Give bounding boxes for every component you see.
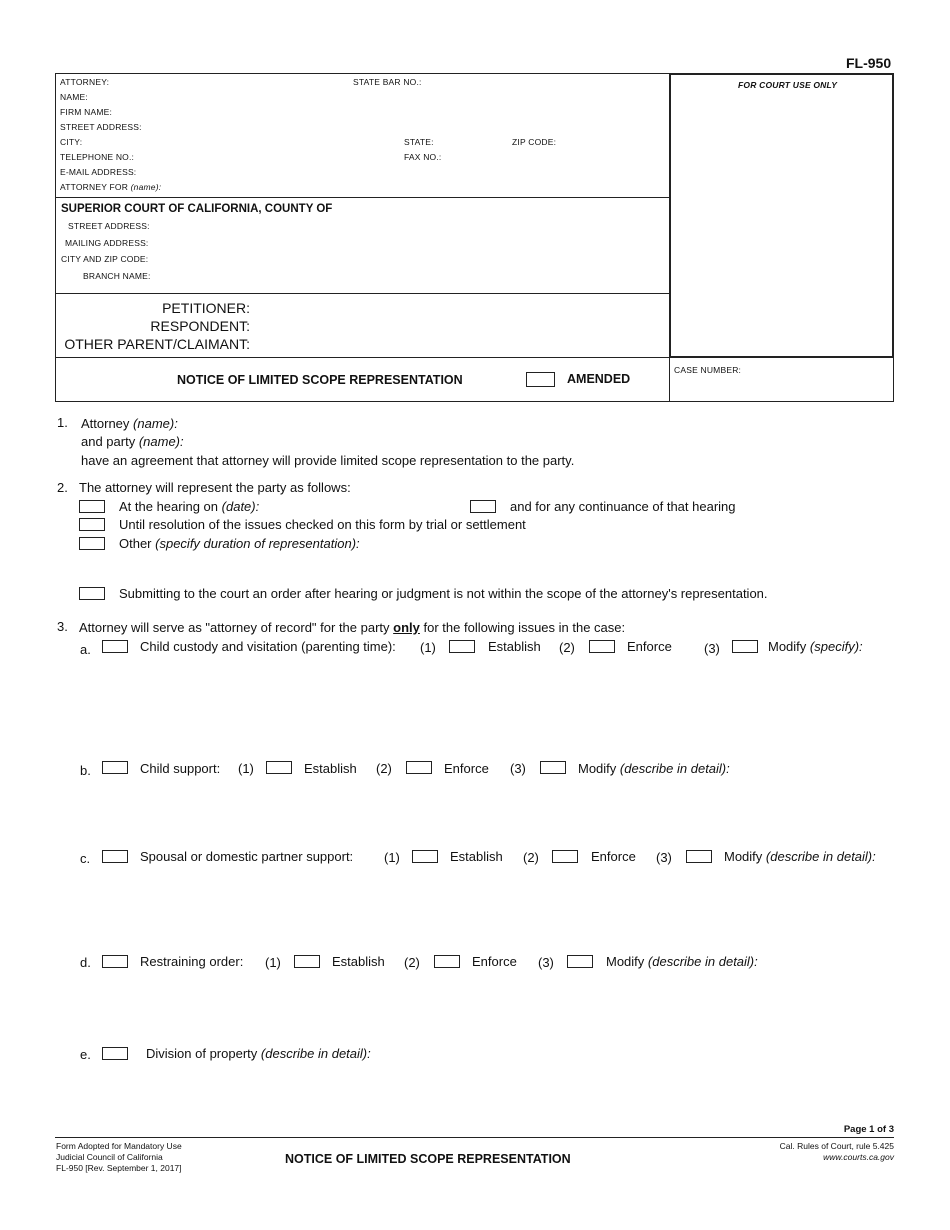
attorney-label: ATTORNEY: <box>60 77 110 87</box>
item1-attorney-name: (name): <box>133 416 178 431</box>
footer-rules: Cal. Rules of Court, rule 5.425 <box>779 1141 894 1151</box>
footer-adopted-1: Form Adopted for Mandatory Use <box>56 1141 182 1151</box>
item3d-checkbox[interactable] <box>102 955 128 968</box>
item3c-n2: (2) <box>523 850 539 865</box>
name-label: NAME: <box>60 92 88 102</box>
item3-intro-only: only <box>393 620 420 635</box>
item3b-spec: (describe in detail): <box>619 761 730 776</box>
divider-v <box>669 355 670 402</box>
item1-num: 1. <box>57 415 68 430</box>
attorney-for-text: ATTORNEY FOR <box>60 182 129 192</box>
item3a-establish-checkbox[interactable] <box>449 640 475 653</box>
footer-adopted-3: FL-950 [Rev. September 1, 2017] <box>56 1163 182 1173</box>
item2-num: 2. <box>57 480 68 495</box>
item3a-n3: (3) <box>704 641 720 656</box>
item3e-letter: e. <box>80 1047 91 1062</box>
firm-label: FIRM NAME: <box>60 107 113 117</box>
item3b-n3: (3) <box>510 761 526 776</box>
other-label <box>119 536 360 551</box>
street-label: STREET ADDRESS: <box>60 122 142 132</box>
form-id: FL-950 <box>846 55 892 71</box>
item3d-n2: (2) <box>404 955 420 970</box>
item3b-letter: b. <box>80 763 91 778</box>
item3a-modify-checkbox[interactable] <box>732 640 758 653</box>
state-bar-label: STATE BAR NO.: <box>353 77 422 87</box>
item3-intro-post: for the following issues in the case: <box>423 620 626 635</box>
item1-party-text: and party <box>81 434 136 449</box>
item3c-n3: (3) <box>656 850 672 865</box>
other-specify: (specify duration of representation): <box>155 536 360 551</box>
item3a-n1: (1) <box>420 640 436 655</box>
item3e-label-text: Division of property <box>146 1046 258 1061</box>
item3c-establish: Establish <box>450 849 503 864</box>
item3a-label: Child custody and visitation (parenting time): <box>140 639 396 654</box>
other-checkbox[interactable] <box>79 537 105 550</box>
item3c-enforce: Enforce <box>591 849 636 864</box>
hearing-date-label: (date): <box>221 499 260 514</box>
form-title: NOTICE OF LIMITED SCOPE REPRESENTATION <box>177 373 463 387</box>
court-city-zip-label: CITY AND ZIP CODE: <box>61 254 149 264</box>
item1-party <box>81 434 184 449</box>
continuance-label: and for any continuance of that hearing <box>510 499 736 514</box>
item3d-label: Restraining order: <box>140 954 244 969</box>
email-label: E-MAIL ADDRESS: <box>60 167 137 177</box>
court-branch-label: BRANCH NAME: <box>83 271 151 281</box>
item3e-checkbox[interactable] <box>102 1047 128 1060</box>
footer-rule <box>55 1137 894 1138</box>
item3d-enforce-checkbox[interactable] <box>434 955 460 968</box>
item3c-establish-checkbox[interactable] <box>412 850 438 863</box>
item3d-establish-checkbox[interactable] <box>294 955 320 968</box>
item3a-enforce-checkbox[interactable] <box>589 640 615 653</box>
item3c-n1: (1) <box>384 850 400 865</box>
item3a-enforce: Enforce <box>627 639 672 654</box>
item3d-n1: (1) <box>265 955 281 970</box>
item3c-spec: (describe in detail): <box>765 849 876 864</box>
continuance-checkbox[interactable] <box>470 500 496 513</box>
amended-label: AMENDED <box>567 372 631 386</box>
item3b-modify-text: Modify <box>578 761 617 776</box>
footer-adopted-2: Judicial Council of California <box>56 1152 163 1162</box>
other-parent-label: OTHER PARENT/CLAIMANT: <box>64 336 250 352</box>
zip-label: ZIP CODE: <box>512 137 557 147</box>
item3b-checkbox[interactable] <box>102 761 128 774</box>
hearing-text: At the hearing on <box>119 499 219 514</box>
item3d-modify-checkbox[interactable] <box>567 955 593 968</box>
item1-attorney <box>81 416 178 431</box>
item3d-modify <box>606 954 758 969</box>
attorney-for-name: (name): <box>130 182 162 192</box>
page-number: Page 1 of 3 <box>843 1124 894 1135</box>
footer-title: NOTICE OF LIMITED SCOPE REPRESENTATION <box>285 1152 571 1166</box>
court-use-label: FOR COURT USE ONLY <box>738 80 838 90</box>
item3c-checkbox[interactable] <box>102 850 128 863</box>
until-label: Until resolution of the issues checked on this form by trial or settlement <box>119 517 526 532</box>
item3a-checkbox[interactable] <box>102 640 128 653</box>
item3d-spec: (describe in detail): <box>647 954 758 969</box>
footer-url[interactable]: www.courts.ca.gov <box>823 1152 894 1162</box>
item3a-establish: Establish <box>488 639 541 654</box>
other-text: Other <box>119 536 152 551</box>
item3e-spec: (describe in detail): <box>260 1046 371 1061</box>
item3c-letter: c. <box>80 851 91 866</box>
item3b-modify <box>578 761 730 776</box>
item3c-modify-checkbox[interactable] <box>686 850 712 863</box>
court-use-box <box>669 73 894 358</box>
item3b-establish: Establish <box>304 761 357 776</box>
item3-intro <box>79 620 625 635</box>
item3-intro-pre: Attorney will serve as "attorney of record" for the party <box>79 620 390 635</box>
item1-agreement: have an agreement that attorney will provide limited scope representation to the party. <box>81 453 575 468</box>
court-street-label: STREET ADDRESS: <box>68 221 150 231</box>
divider-attorney <box>55 197 669 198</box>
item3c-label: Spousal or domestic partner support: <box>140 849 354 864</box>
item3b-n1: (1) <box>238 761 254 776</box>
attorney-for-label <box>60 182 161 192</box>
court-mailing-label: MAILING ADDRESS: <box>65 238 149 248</box>
item3e-label <box>146 1046 371 1061</box>
divider-court <box>55 293 669 294</box>
item3d-modify-text: Modify <box>606 954 645 969</box>
item3d-n3: (3) <box>538 955 554 970</box>
hearing-label <box>119 499 259 514</box>
item3d-enforce: Enforce <box>472 954 517 969</box>
item3c-enforce-checkbox[interactable] <box>552 850 578 863</box>
item3a-n2: (2) <box>559 640 575 655</box>
item3a-modify <box>768 639 863 654</box>
petitioner-label: PETITIONER: <box>162 300 250 316</box>
divider-parties <box>55 357 669 358</box>
court-title: SUPERIOR COURT OF CALIFORNIA, COUNTY OF <box>61 203 333 215</box>
item3b-establish-checkbox[interactable] <box>266 761 292 774</box>
item3a-spec: (specify): <box>809 639 863 654</box>
fax-label: FAX NO.: <box>404 152 442 162</box>
state-label: STATE: <box>404 137 434 147</box>
item3b-enforce: Enforce <box>444 761 489 776</box>
item1-party-name: (name): <box>138 434 184 449</box>
item3b-modify-checkbox[interactable] <box>540 761 566 774</box>
amended-checkbox[interactable] <box>526 372 555 387</box>
item3d-letter: d. <box>80 955 91 970</box>
respondent-label: RESPONDENT: <box>150 318 250 334</box>
case-number-label: CASE NUMBER: <box>674 365 742 375</box>
submitting-checkbox[interactable] <box>79 587 105 600</box>
item3-num: 3. <box>57 619 68 634</box>
item3a-letter: a. <box>80 642 91 657</box>
item2-intro: The attorney will represent the party as follows: <box>79 480 351 495</box>
item3c-modify-text: Modify <box>724 849 763 864</box>
item3d-establish: Establish <box>332 954 385 969</box>
item3b-label: Child support: <box>140 761 221 776</box>
item3a-modify-text: Modify <box>768 639 807 654</box>
item1-attorney-text: Attorney <box>81 416 130 431</box>
until-checkbox[interactable] <box>79 518 105 531</box>
city-label: CITY: <box>60 137 83 147</box>
item3b-n2: (2) <box>376 761 392 776</box>
item3c-modify <box>724 849 876 864</box>
item3b-enforce-checkbox[interactable] <box>406 761 432 774</box>
phone-label: TELEPHONE NO.: <box>60 152 135 162</box>
submitting-label: Submitting to the court an order after hearing or judgment is not within the scope of the attorney's representation. <box>119 586 768 601</box>
hearing-checkbox[interactable] <box>79 500 105 513</box>
